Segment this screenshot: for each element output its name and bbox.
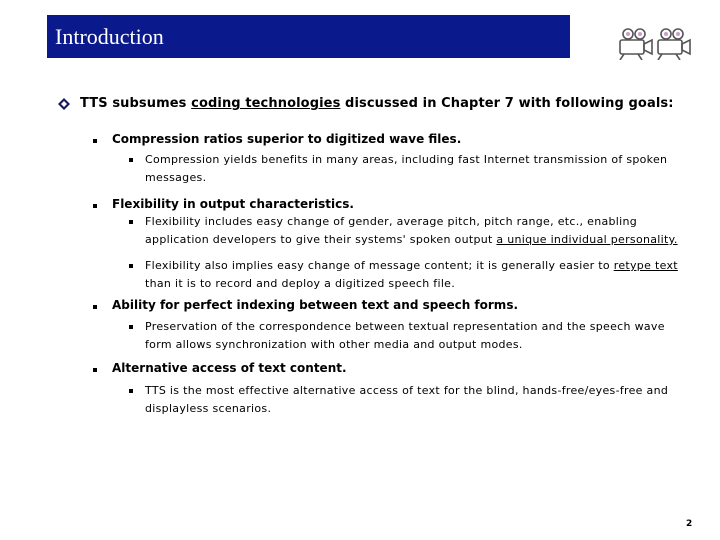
- lead-link[interactable]: coding technologies: [191, 96, 341, 111]
- square-bullet-icon: [93, 368, 97, 372]
- page-title: Introduction: [55, 24, 164, 49]
- goal-detail: Flexibility includes easy change of gender, average pitch, pitch range, etc., enabling application developers to give their systems' spoken output a unique individual personality.: [145, 215, 678, 246]
- square-bullet-icon: [129, 220, 133, 224]
- goal-label: Ability for perfect indexing between text and speech forms.: [112, 298, 519, 312]
- square-bullet-icon: [129, 325, 133, 329]
- page-number: 2: [686, 519, 693, 529]
- goal-detail: Preservation of the correspondence between textual representation and the speech wave form allows synchronization with other media and output modes.: [145, 320, 665, 351]
- square-bullet-icon: [93, 204, 97, 208]
- square-bullet-icon: [93, 305, 97, 309]
- goal-label: Flexibility in output characteristics.: [112, 197, 354, 211]
- goal-detail: Flexibility also implies easy change of message content; it is generally easier to retype text than it is to record and deploy a digitized speech file.: [145, 259, 678, 290]
- goal-detail: Compression yields benefits in many areas, including fast Internet transmission of spoken messages.: [145, 153, 668, 184]
- square-bullet-icon: [129, 264, 133, 268]
- goal-detail: TTS is the most effective alternative access of text for the blind, hands-free/eyes-free and displayless scenarios.: [145, 384, 669, 415]
- goal-label: Compression ratios superior to digitized wave files.: [112, 132, 462, 146]
- square-bullet-icon: [93, 139, 97, 143]
- lead-suffix: discussed in Chapter 7 with following goals:: [340, 96, 674, 111]
- lead-sentence: [80, 96, 674, 111]
- square-bullet-icon: [129, 158, 133, 162]
- lead-prefix: TTS subsumes: [80, 96, 192, 111]
- goal-label: Alternative access of text content.: [112, 361, 347, 375]
- diamond-bullet-icon: [58, 98, 70, 110]
- emphasis-link: a unique individual personality.: [496, 233, 678, 246]
- emphasis-link: retype text: [613, 259, 678, 272]
- square-bullet-icon: [129, 389, 133, 393]
